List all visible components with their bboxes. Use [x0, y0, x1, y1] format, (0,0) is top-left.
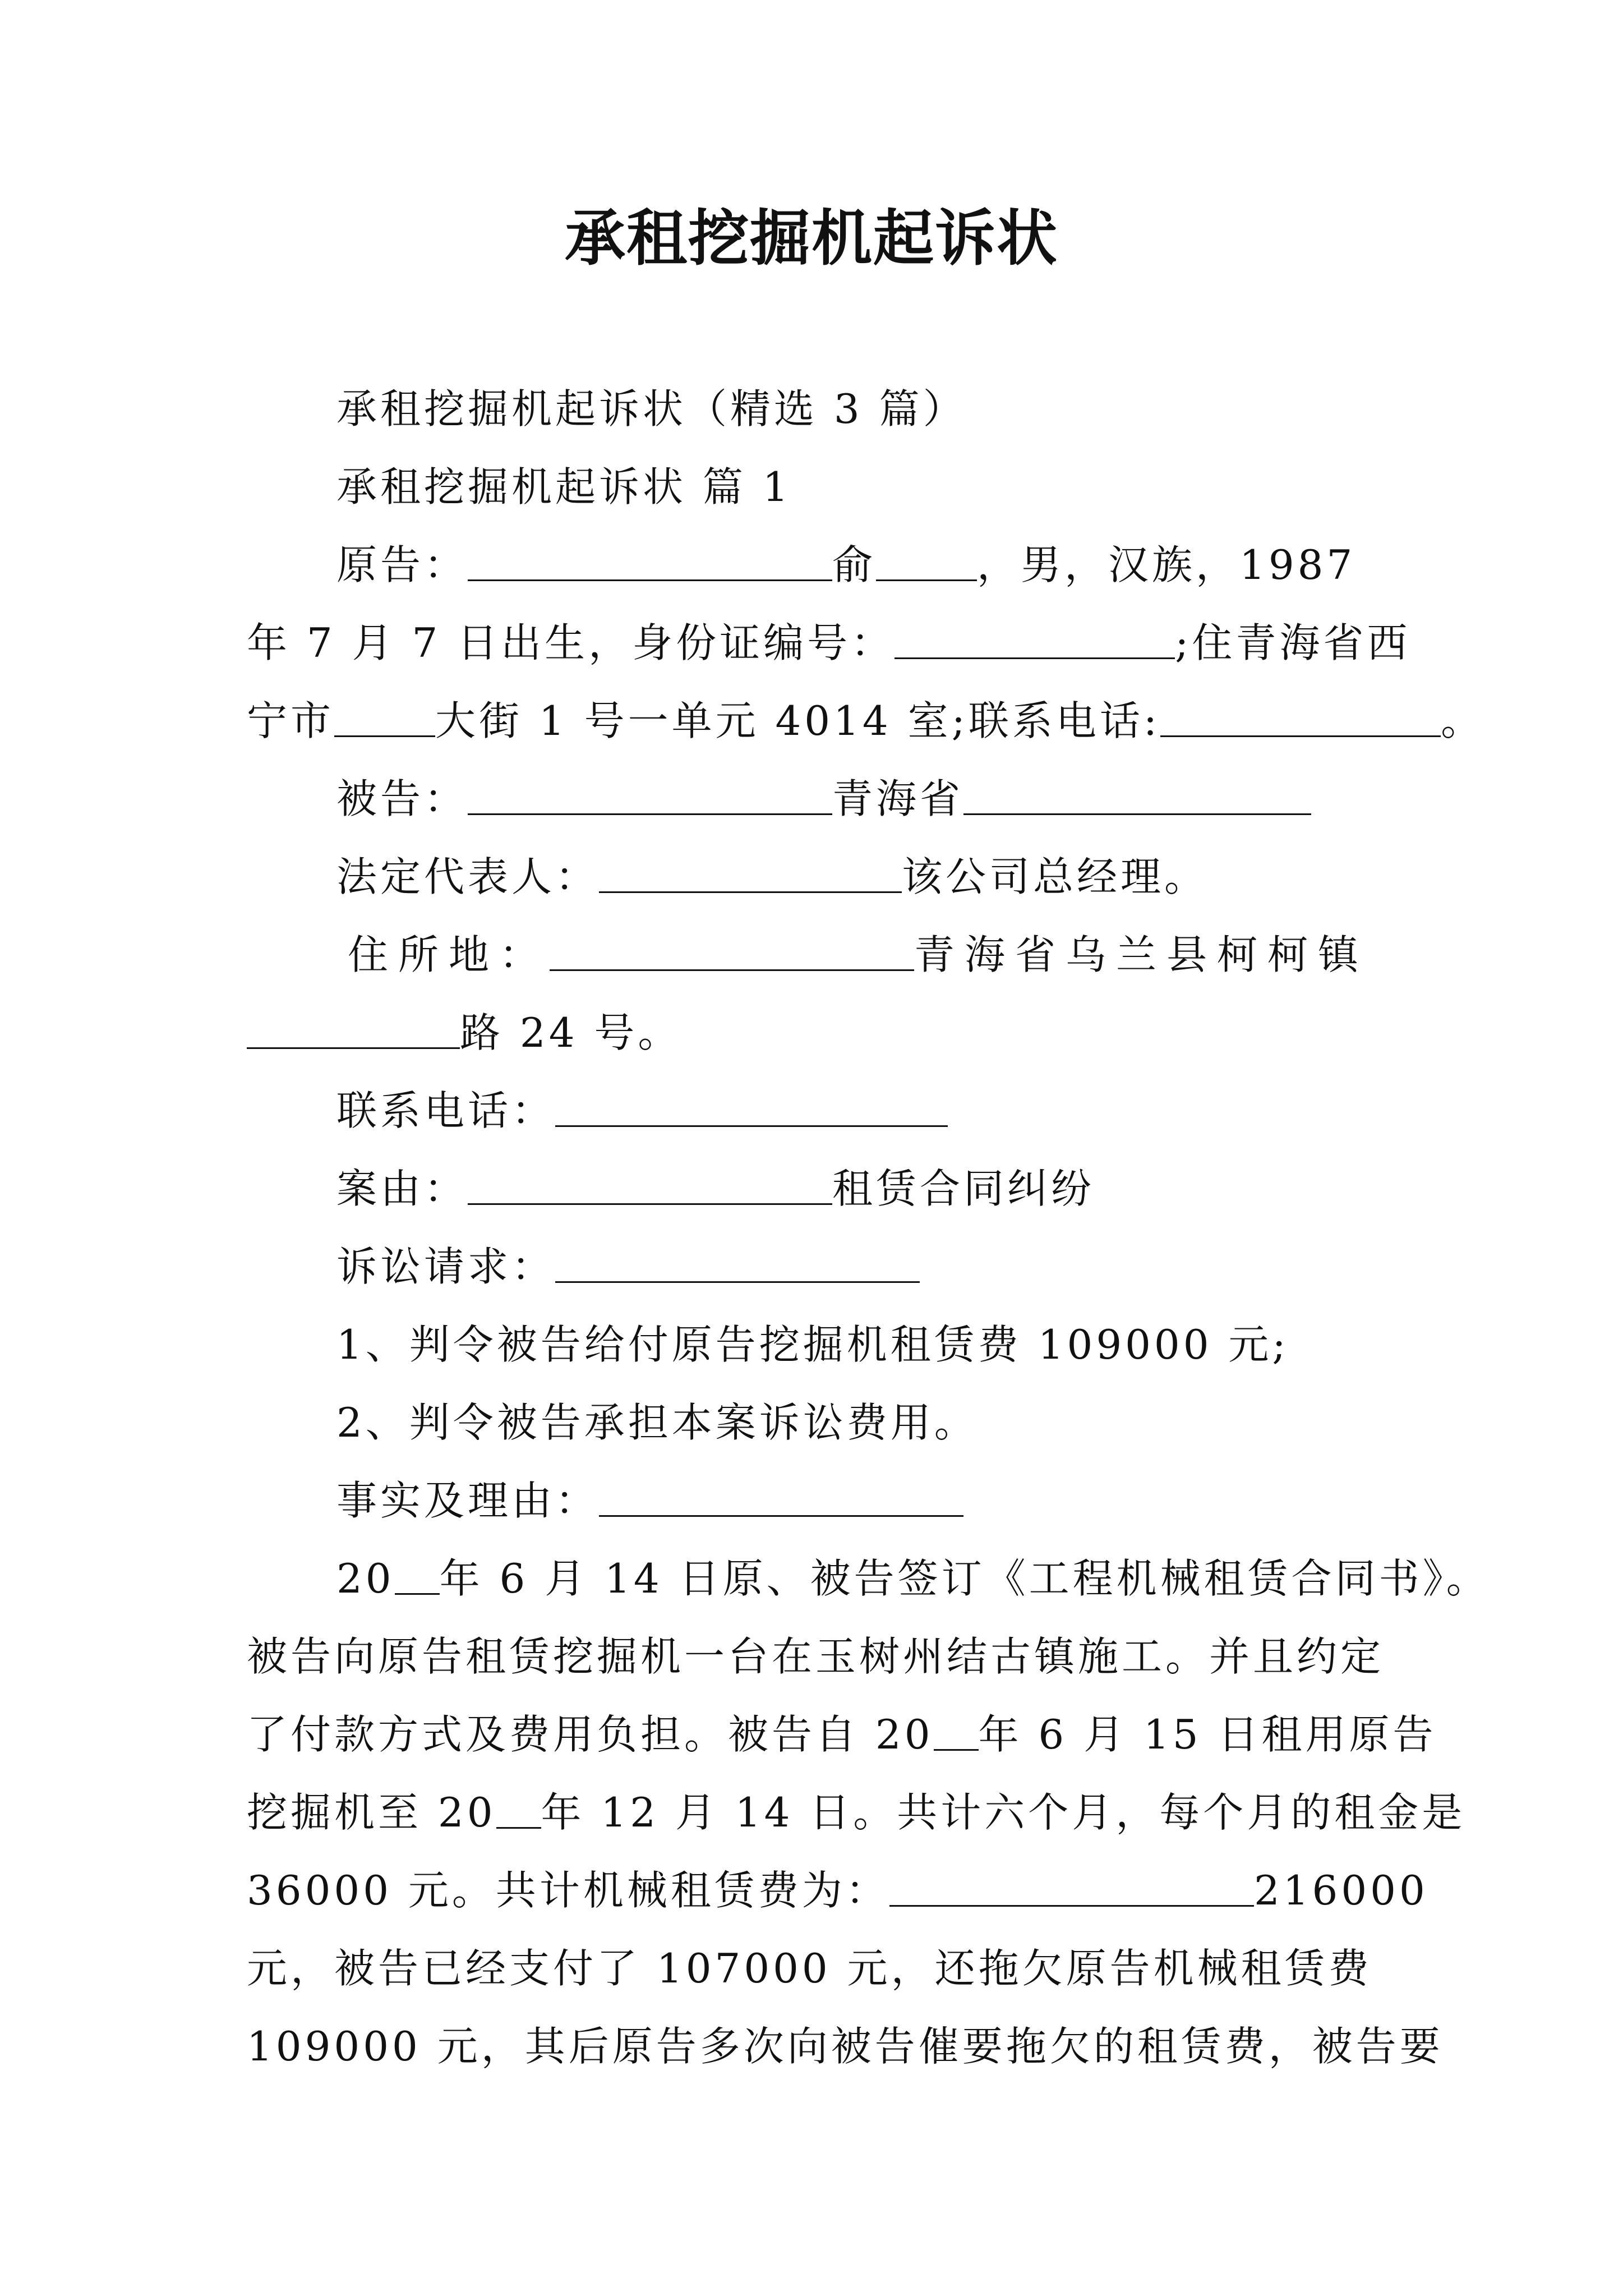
claim-item-2: 2、判令被告承担本案诉讼费用。: [336, 1399, 978, 1446]
plaintiff-surname: 俞: [832, 541, 877, 588]
blank-field: [599, 852, 902, 893]
blank-field: [247, 1008, 460, 1049]
cause-label: 案由：: [336, 1165, 468, 1212]
plaintiff-city: 宁市: [247, 697, 335, 744]
claims-line: [247, 1228, 1391, 1306]
subtitle-line: 承租挖掘机起诉状（精选 3 篇）: [336, 385, 967, 432]
plaintiff-label: 原告：: [336, 541, 468, 588]
blank-field: [468, 540, 832, 581]
blank-field: [555, 1242, 920, 1283]
defendant-label: 被告：: [336, 775, 468, 822]
facts-text: 36000 元。共计机械租赁费为：: [247, 1867, 889, 1914]
address-line-2: [247, 994, 1391, 1072]
facts-year: 20: [336, 1555, 395, 1602]
address-road: 路 24 号。: [460, 1009, 682, 1056]
facts-text: 了付款方式及费用负担。被告自 20: [247, 1711, 934, 1758]
cause-line: [247, 1150, 1391, 1228]
phone-line: [247, 1072, 1391, 1150]
blank-field: [496, 1788, 541, 1829]
facts-contract: 年 6 月 14 日原、被告签订《工程机械租赁合同书》。: [439, 1555, 1490, 1602]
facts-paragraph-line: [247, 1540, 1490, 1618]
address-line: [247, 916, 1391, 994]
blank-field: [334, 696, 435, 737]
blank-field: [876, 540, 977, 581]
legal-rep-text: 该公司总经理。: [902, 853, 1209, 900]
defendant-province: 青海省: [832, 775, 964, 822]
claim-item-1: 1、判令被告给付原告挖掘机租赁费 109000 元;: [336, 1321, 1289, 1368]
blank-field: [599, 1476, 963, 1517]
facts-label: 事实及理由：: [336, 1477, 600, 1524]
facts-text: 挖掘机至 20: [247, 1789, 496, 1836]
address-label: 住所地：: [348, 931, 550, 978]
phone-label: 联系电话：: [336, 1087, 556, 1134]
plaintiff-residence: ;住青海省西: [1175, 619, 1411, 666]
facts-line: [247, 1462, 1391, 1540]
blank-field: [468, 1164, 832, 1205]
plaintiff-details: ，男，汉族，1987: [977, 541, 1356, 588]
facts-paragraph-line: [247, 1696, 1437, 1774]
document-body: [247, 370, 1490, 2086]
facts-paragraph-line: [247, 1852, 1428, 1930]
facts-text: 年 12 月 14 日。共计六个月，每个月的租金是: [541, 1789, 1466, 1836]
blank-field: [963, 774, 1311, 815]
plaintiff-birth: 年 7 月 7 日出生，身份证编号：: [247, 619, 895, 666]
address-text: 青海省乌兰县柯柯镇: [914, 931, 1369, 978]
blank-field: [555, 1086, 948, 1127]
plaintiff-street: 大街 1 号一单元 4014 室;联系电话:: [435, 697, 1161, 744]
plaintiff-line-3: [247, 682, 1485, 760]
blank-field: [468, 774, 832, 815]
blank-field: [395, 1554, 440, 1595]
blank-field: [895, 618, 1175, 659]
facts-text: 216000: [1253, 1867, 1428, 1914]
plaintiff-line: [247, 526, 1391, 604]
legal-rep-label: 法定代表人：: [336, 853, 600, 900]
blank-field: [889, 1866, 1254, 1907]
facts-paragraph-line: [247, 1774, 1466, 1852]
facts-paragraph-line: 被告向原告租赁挖掘机一台在玉树州结古镇施工。并且约定: [247, 1633, 1385, 1680]
facts-text: 年 6 月 15 日租用原告: [978, 1711, 1437, 1758]
cause-text: 租赁合同纠纷: [832, 1165, 1095, 1212]
blank-field: [934, 1710, 979, 1751]
facts-paragraph-line: 109000 元，其后原告多次向被告催要拖欠的租赁费，被告要: [247, 2023, 1444, 2070]
legal-rep-line: [247, 838, 1391, 916]
defendant-line: [247, 760, 1391, 838]
plaintiff-line-2: [247, 604, 1411, 682]
document-title: 承租挖掘机起诉状: [564, 203, 1058, 274]
section-heading: 承租挖掘机起诉状 篇 1: [336, 463, 792, 510]
blank-field: [550, 930, 914, 971]
plaintiff-end: 。: [1441, 697, 1485, 744]
claims-label: 诉讼请求：: [336, 1243, 556, 1290]
facts-paragraph-line: 元，被告已经支付了 107000 元，还拖欠原告机械租赁费: [247, 1945, 1372, 1992]
blank-field: [1160, 696, 1441, 737]
